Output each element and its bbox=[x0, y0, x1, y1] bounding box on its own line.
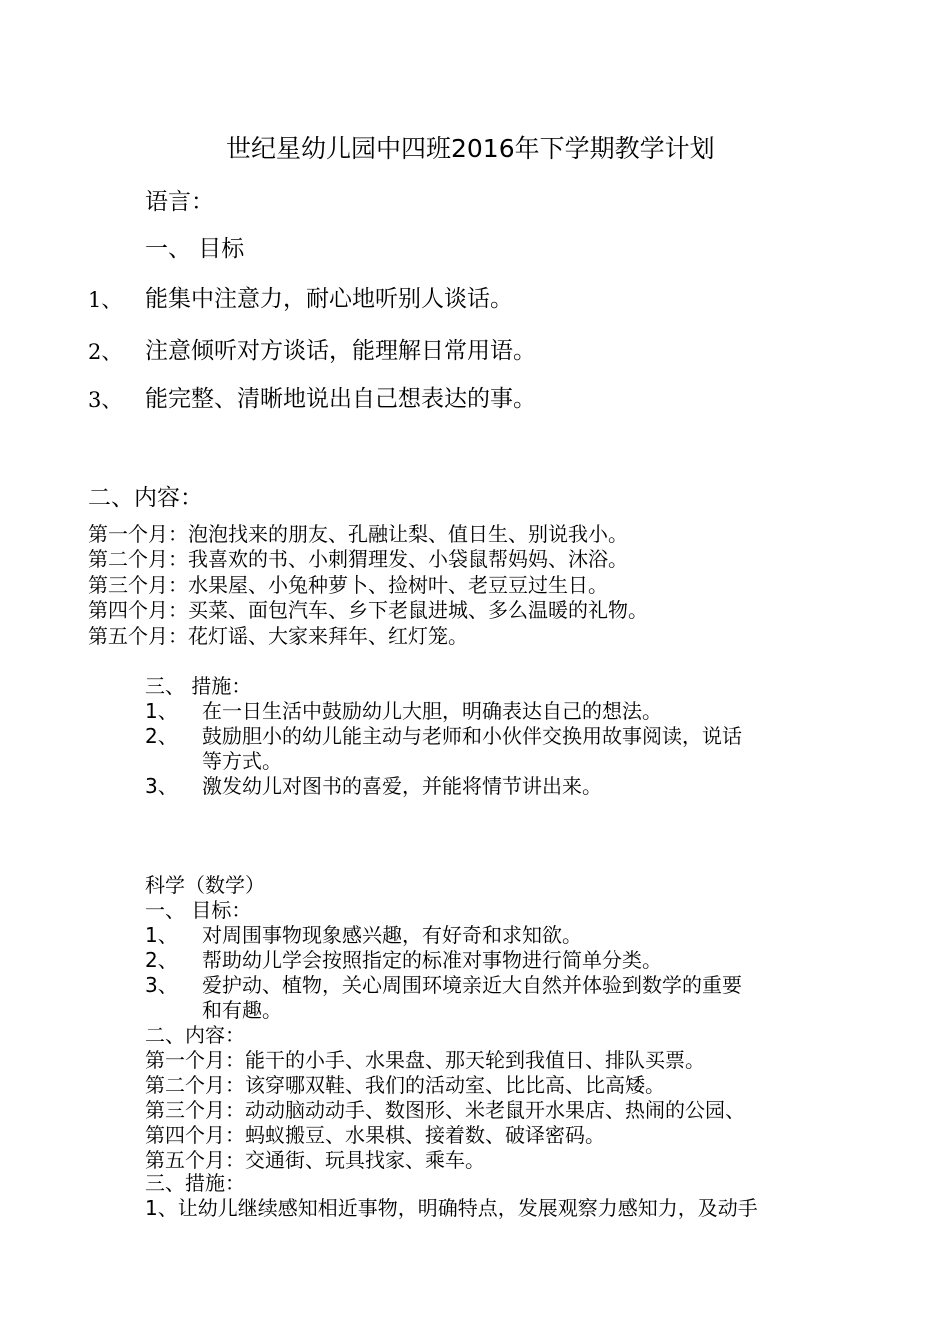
language-month-item: 第五个月：花灯谣、大家来拜年、红灯笼。 bbox=[88, 624, 468, 648]
language-measure-num: 1、 bbox=[145, 699, 178, 723]
language-goal-num: 2、 bbox=[88, 340, 123, 364]
science-heading: 科学（数学） bbox=[145, 873, 265, 897]
language-month-item: 第四个月：买菜、面包汽车、乡下老鼠进城、多么温暖的礼物。 bbox=[88, 598, 648, 622]
science-goal-num: 2、 bbox=[145, 948, 178, 972]
science-month-item: 第二个月：该穿哪双鞋、我们的活动室、比比高、比高矮。 bbox=[145, 1073, 665, 1097]
science-measures-heading: 三、措施： bbox=[145, 1171, 245, 1195]
science-month-item: 第四个月：蚂蚁搬豆、水果棋、接着数、破译密码。 bbox=[145, 1123, 605, 1147]
science-goal-num: 1、 bbox=[145, 923, 178, 947]
language-measure-text: 鼓励胆小的幼儿能主动与老师和小伙伴交换用故事阅读，说话 bbox=[202, 724, 742, 748]
science-goal-text: 对周围事物现象感兴趣，有好奇和求知欲。 bbox=[202, 923, 582, 947]
science-goal-text-continued: 和有趣。 bbox=[202, 998, 282, 1022]
language-measure-text: 在一日生活中鼓励幼儿大胆，明确表达自己的想法。 bbox=[202, 699, 662, 723]
language-measure-num: 3、 bbox=[145, 774, 178, 798]
language-goal-num: 1、 bbox=[88, 288, 123, 312]
science-goal-num: 3、 bbox=[145, 973, 178, 997]
science-content-heading: 二、内容： bbox=[145, 1023, 245, 1047]
language-goals-heading: 一、 目标 bbox=[145, 236, 245, 262]
language-goal-text: 能集中注意力，耐心地听别人谈话。 bbox=[145, 286, 513, 312]
science-goals-heading: 一、 目标： bbox=[145, 898, 252, 922]
science-goal-text: 帮助幼儿学会按照指定的标准对事物进行简单分类。 bbox=[202, 948, 662, 972]
language-heading: 语言： bbox=[145, 189, 214, 215]
language-measures-heading: 三、 措施： bbox=[145, 674, 252, 698]
language-content-heading: 二、内容： bbox=[88, 485, 203, 511]
language-goal-num: 3、 bbox=[88, 388, 123, 412]
science-month-item: 第五个月：交通街、玩具找家、乘车。 bbox=[145, 1148, 485, 1172]
science-month-item: 第三个月：动动脑动动手、数图形、米老鼠开水果店、热闹的公园、 bbox=[145, 1098, 745, 1122]
language-goal-text: 注意倾听对方谈话，能理解日常用语。 bbox=[145, 338, 536, 364]
language-goal-text: 能完整、清晰地说出自己想表达的事。 bbox=[145, 386, 536, 412]
language-measure-text: 激发幼儿对图书的喜爱，并能将情节讲出来。 bbox=[202, 774, 602, 798]
language-month-item: 第一个月：泡泡找来的朋友、孔融让梨、值日生、别说我小。 bbox=[88, 522, 628, 546]
science-month-item: 第一个月：能干的小手、水果盘、那天轮到我值日、排队买票。 bbox=[145, 1048, 705, 1072]
science-goal-text: 爱护动、植物，关心周围环境亲近大自然并体验到数学的重要 bbox=[202, 973, 742, 997]
science-measure-item: 1、让幼儿继续感知相近事物，明确特点，发展观察力感知力，及动手 bbox=[145, 1196, 758, 1220]
document-title: 世纪星幼儿园中四班2016年下学期教学计划 bbox=[226, 134, 715, 163]
language-measure-num: 2、 bbox=[145, 724, 178, 748]
language-measure-text-continued: 等方式。 bbox=[202, 749, 282, 773]
language-month-item: 第二个月：我喜欢的书、小刺猬理发、小袋鼠帮妈妈、沐浴。 bbox=[88, 547, 628, 571]
language-month-item: 第三个月：水果屋、小兔种萝卜、捡树叶、老豆豆过生日。 bbox=[88, 573, 608, 597]
